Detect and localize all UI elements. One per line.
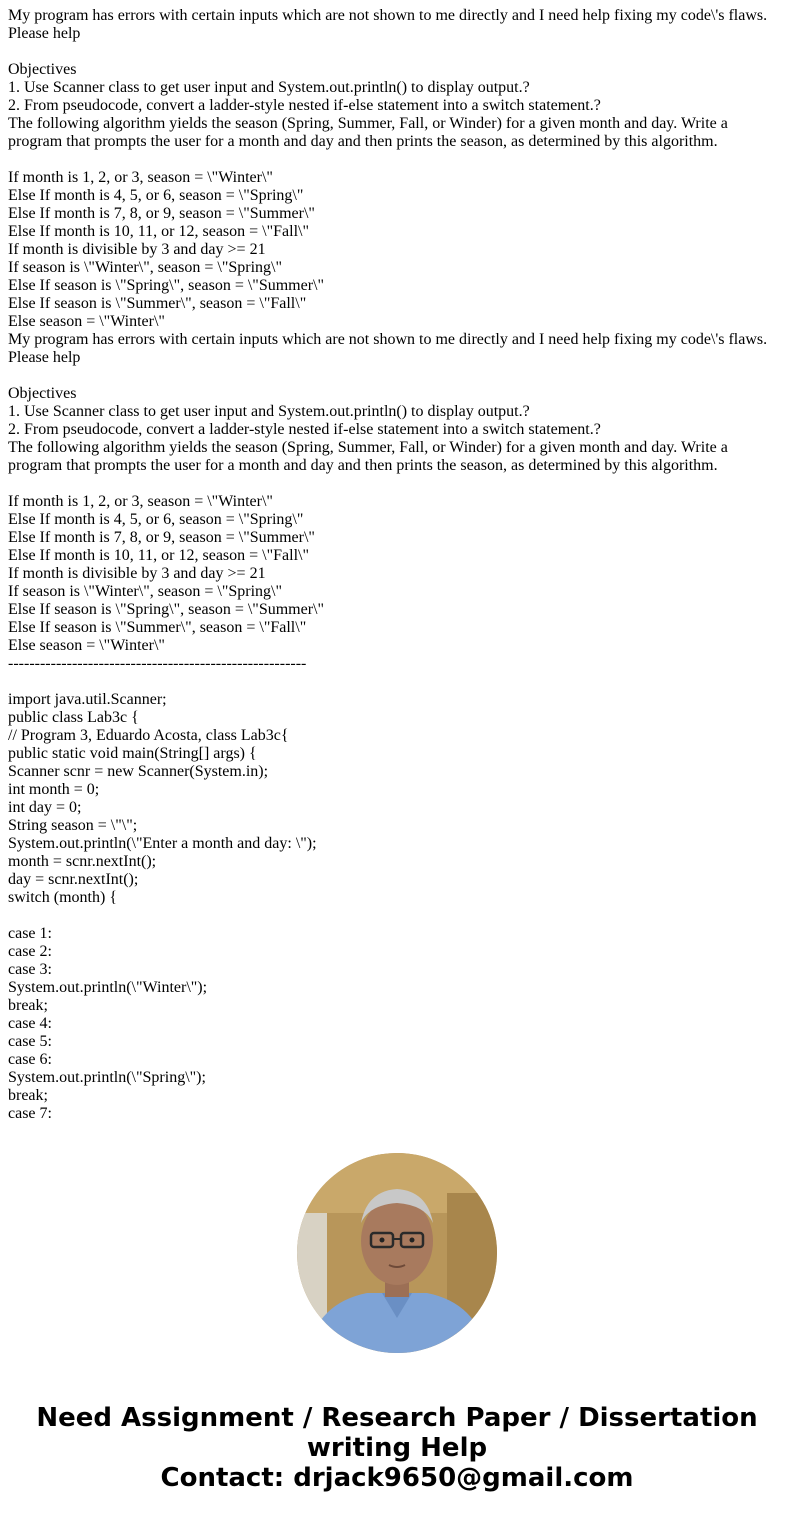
text-line: System.out.println(\"Spring\");	[8, 1069, 206, 1086]
text-line	[8, 907, 786, 925]
text-line: month = scnr.nextInt();	[8, 853, 157, 870]
text-line: switch (month) {	[8, 889, 117, 906]
text-line	[8, 367, 786, 385]
text-line: The following algorithm yields the season (Spring, Summer, Fall, or Winder) for a given month and day. Write a program that prompts the user for a month and day and then prints the season, as determined by this algorithm.	[8, 115, 728, 150]
text-line: The following algorithm yields the season (Spring, Summer, Fall, or Winder) for a given month and day. Write a program that prompts the user for a month and day and then prints the season, as determined by this algorithm.	[8, 439, 728, 474]
text-line: import java.util.Scanner;	[8, 691, 167, 708]
text-line: Objectives	[8, 61, 77, 78]
text-line: case 7:	[8, 1105, 52, 1122]
text-line: Else If month is 7, 8, or 9, season = \"Summer\"	[8, 205, 315, 222]
text-line: // Program 3, Eduardo Acosta, class Lab3c{	[8, 727, 289, 744]
text-line: Else If season is \"Summer\", season = \"Fall\"	[8, 295, 307, 312]
text-line: --------------------------------------------------------	[8, 655, 307, 672]
text-line: Objectives	[8, 385, 77, 402]
text-line: case 3:	[8, 961, 52, 978]
text-line: case 1:	[8, 925, 52, 942]
text-line: Scanner scnr = new Scanner(System.in);	[8, 763, 269, 780]
text-line: 1. Use Scanner class to get user input and System.out.println() to display output.?	[8, 403, 530, 420]
text-line: case 2:	[8, 943, 52, 960]
text-line: int month = 0;	[8, 781, 100, 798]
text-line: 2. From pseudocode, convert a ladder-style nested if-else statement into a switch statement.?	[8, 421, 601, 438]
text-line: Else season = \"Winter\"	[8, 313, 165, 330]
text-line	[8, 475, 786, 493]
text-line: public class Lab3c {	[8, 709, 139, 726]
text-line: day = scnr.nextInt();	[8, 871, 139, 888]
text-line: Else If month is 10, 11, or 12, season = \"Fall\"	[8, 223, 310, 240]
text-line: case 6:	[8, 1051, 52, 1068]
text-line: String season = \"\";	[8, 817, 138, 834]
text-line: break;	[8, 997, 48, 1014]
question-first-copy	[8, 7, 786, 331]
text-line: If month is divisible by 3 and day >= 21	[8, 565, 266, 582]
text-line: Else If season is \"Summer\", season = \"Fall\"	[8, 619, 307, 636]
text-line: case 4:	[8, 1015, 52, 1032]
footer-line-3: Contact: drjack9650@gmail.com	[160, 1463, 634, 1493]
text-line	[8, 673, 786, 691]
question-second-copy	[8, 331, 786, 673]
text-line: Else If season is \"Spring\", season = \"Summer\"	[8, 277, 325, 294]
question-text	[8, 7, 786, 1123]
text-line: Else If season is \"Spring\", season = \"Summer\"	[8, 601, 325, 618]
text-line: Else If month is 4, 5, or 6, season = \"Spring\"	[8, 511, 304, 528]
text-line: My program has errors with certain inputs which are not shown to me directly and I need help fixing my code\'s flaws. Please help	[8, 331, 768, 366]
text-line: Else If month is 4, 5, or 6, season = \"Spring\"	[8, 187, 304, 204]
author-avatar	[297, 1153, 497, 1353]
text-line: My program has errors with certain inputs which are not shown to me directly and I need help fixing my code\'s flaws. Please help	[8, 7, 768, 42]
text-line: Else season = \"Winter\"	[8, 637, 165, 654]
text-line: break;	[8, 1087, 48, 1104]
text-line: If month is 1, 2, or 3, season = \"Winter\"	[8, 493, 273, 510]
text-line: System.out.println(\"Enter a month and day: \");	[8, 835, 317, 852]
text-line: int day = 0;	[8, 799, 82, 816]
footer-line-1: Need Assignment / Research Paper / Dissertation	[36, 1403, 758, 1433]
text-line	[8, 43, 786, 61]
text-line: 2. From pseudocode, convert a ladder-style nested if-else statement into a switch statement.?	[8, 97, 601, 114]
footer-banner	[0, 1403, 794, 1493]
text-line: If month is 1, 2, or 3, season = \"Winter\"	[8, 169, 273, 186]
text-line: System.out.println(\"Winter\");	[8, 979, 208, 996]
text-line: If month is divisible by 3 and day >= 21	[8, 241, 266, 258]
text-line: public static void main(String[] args) {	[8, 745, 257, 762]
text-line: Else If month is 10, 11, or 12, season = \"Fall\"	[8, 547, 310, 564]
text-line: 1. Use Scanner class to get user input and System.out.println() to display output.?	[8, 79, 530, 96]
text-line: Else If month is 7, 8, or 9, season = \"Summer\"	[8, 529, 315, 546]
code-listing	[8, 673, 786, 1123]
footer-line-2: writing Help	[306, 1433, 488, 1463]
text-line: If season is \"Winter\", season = \"Spring\"	[8, 259, 283, 276]
text-line: case 5:	[8, 1033, 52, 1050]
text-line	[8, 151, 786, 169]
text-line: If season is \"Winter\", season = \"Spring\"	[8, 583, 283, 600]
